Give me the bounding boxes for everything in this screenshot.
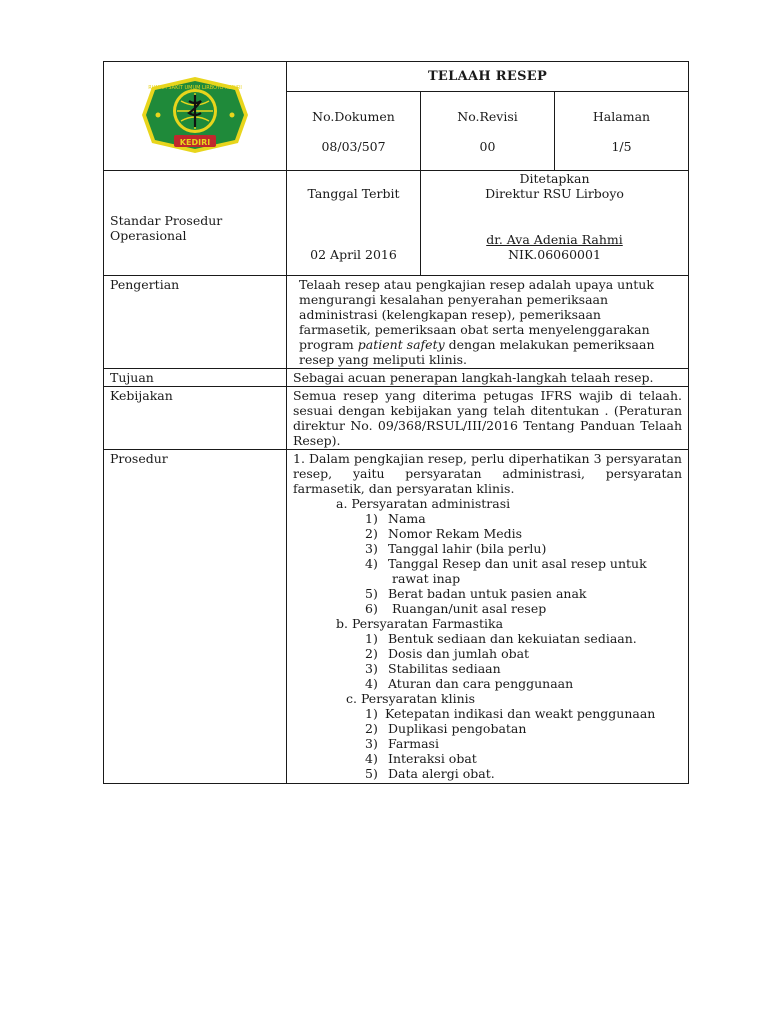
revision-value: 00 (479, 139, 496, 154)
director-nik: NIK.06060001 (508, 247, 601, 262)
svg-text:RUMAH SAKIT UMUM LIRBOYO KEDIR: RUMAH SAKIT UMUM LIRBOYO KEDIRI (148, 84, 242, 91)
issue-date-label: Tanggal Terbit (307, 186, 400, 201)
issue-date-cell (287, 171, 421, 276)
svg-text:KEDIRI: KEDIRI (179, 137, 211, 147)
list-item: 2) Nomor Rekam Medis (365, 526, 523, 541)
pengertian-label: Pengertian (104, 276, 287, 369)
list-item: 4) Tanggal Resep dan unit asal resep untuk (365, 556, 647, 571)
pengertian-text (287, 276, 689, 369)
page-cell (555, 92, 689, 171)
tujuan-text: Sebagai acuan penerapan langkah-langkah telaah resep. (287, 369, 689, 387)
sop-label (104, 171, 287, 276)
page-value: 1/5 (611, 139, 632, 154)
tujuan-label: Tujuan (104, 369, 287, 387)
list-item: 3) Tanggal lahir (bila perlu) (365, 541, 547, 556)
list-item: 4) Aturan dan cara penggunaan (365, 676, 574, 691)
list-item: 3) Stabilitas sediaan (365, 661, 501, 676)
list-item: 2) Dosis dan jumlah obat (365, 646, 530, 661)
logo-cell (104, 62, 287, 171)
list-item: 1) Bentuk sediaan dan kekuiatan sediaan. (365, 631, 637, 646)
list-item: 5) Berat badan untuk pasien anak (365, 586, 587, 601)
list-item: 3) Farmasi (365, 736, 439, 751)
doc-number-value: 08/03/507 (321, 139, 386, 154)
prosedur-content (287, 450, 689, 784)
kebijakan-text: Semua resep yang diterima petugas IFRS wajib di telaah. sesuai dengan kebijakan yang telah ditentukan . (Peraturan direktur No. 09/368/RSUL/III/2016 Tentang Panduan Telaah Resep). (287, 387, 689, 450)
list-item: 2) Duplikasi pengobatan (365, 721, 527, 736)
sop-table (103, 61, 689, 784)
hospital-logo (138, 75, 252, 155)
prosedur-intro: 1. Dalam pengkajian resep, perlu diperhatikan 3 persyaratan resep, yaitu persyaratan administrasi, persyaratan farmasetik, dan persyaratan klinis. (293, 451, 682, 496)
doc-number-cell (287, 92, 421, 171)
kebijakan-label: Kebijakan (104, 387, 287, 450)
established-cell (421, 171, 689, 276)
sop-document (103, 61, 688, 784)
established-by: Direktur RSU Lirboyo (485, 186, 624, 201)
group-b-title: b. Persyaratan Farmastika (336, 616, 504, 631)
group-a-list (293, 511, 682, 616)
group-b-list (293, 631, 682, 691)
group-c-title: c. Persyaratan klinis (346, 691, 476, 706)
pengertian-text-1: Telaah resep atau pengkajian resep adalah upaya untuk mengurangi kesalahan penyerahan pemeriksaan administrasi (kelengkapan resep), pemeriksaan farmasetik, pemeriksaan obat serta menyelenggarakan program (299, 277, 654, 352)
revision-cell (421, 92, 555, 171)
group-a-title: a. Persyaratan administrasi (336, 496, 511, 511)
list-item: 1) Ketepatan indikasi dan weakt penggunaan (365, 706, 656, 721)
sop-label-text: Standar Prosedur Operasional (110, 213, 223, 243)
page-label: Halaman (592, 109, 651, 124)
list-item: 1) Nama (365, 511, 426, 526)
list-item: 4) Interaksi obat (365, 751, 477, 766)
established-label: Ditetapkan (519, 171, 590, 186)
doc-number-label: No.Dokumen (312, 109, 395, 124)
group-c-list (293, 706, 682, 781)
director-name: dr. Ava Adenia Rahmi (486, 232, 623, 247)
list-item: 6) Ruangan/unit asal resep (365, 601, 547, 616)
pengertian-text-2: dengan melakukan pemeriksaan resep yang meliputi klinis. (299, 337, 655, 367)
prosedur-label: Prosedur (104, 450, 287, 784)
document-title: TELAAH RESEP (287, 62, 689, 92)
revision-label: No.Revisi (457, 109, 518, 124)
list-item-continuation: rawat inap (392, 571, 461, 586)
pengertian-italic: patient safety (357, 337, 445, 352)
issue-date-value: 02 April 2016 (310, 247, 397, 262)
list-item: 5) Data alergi obat. (365, 766, 495, 781)
